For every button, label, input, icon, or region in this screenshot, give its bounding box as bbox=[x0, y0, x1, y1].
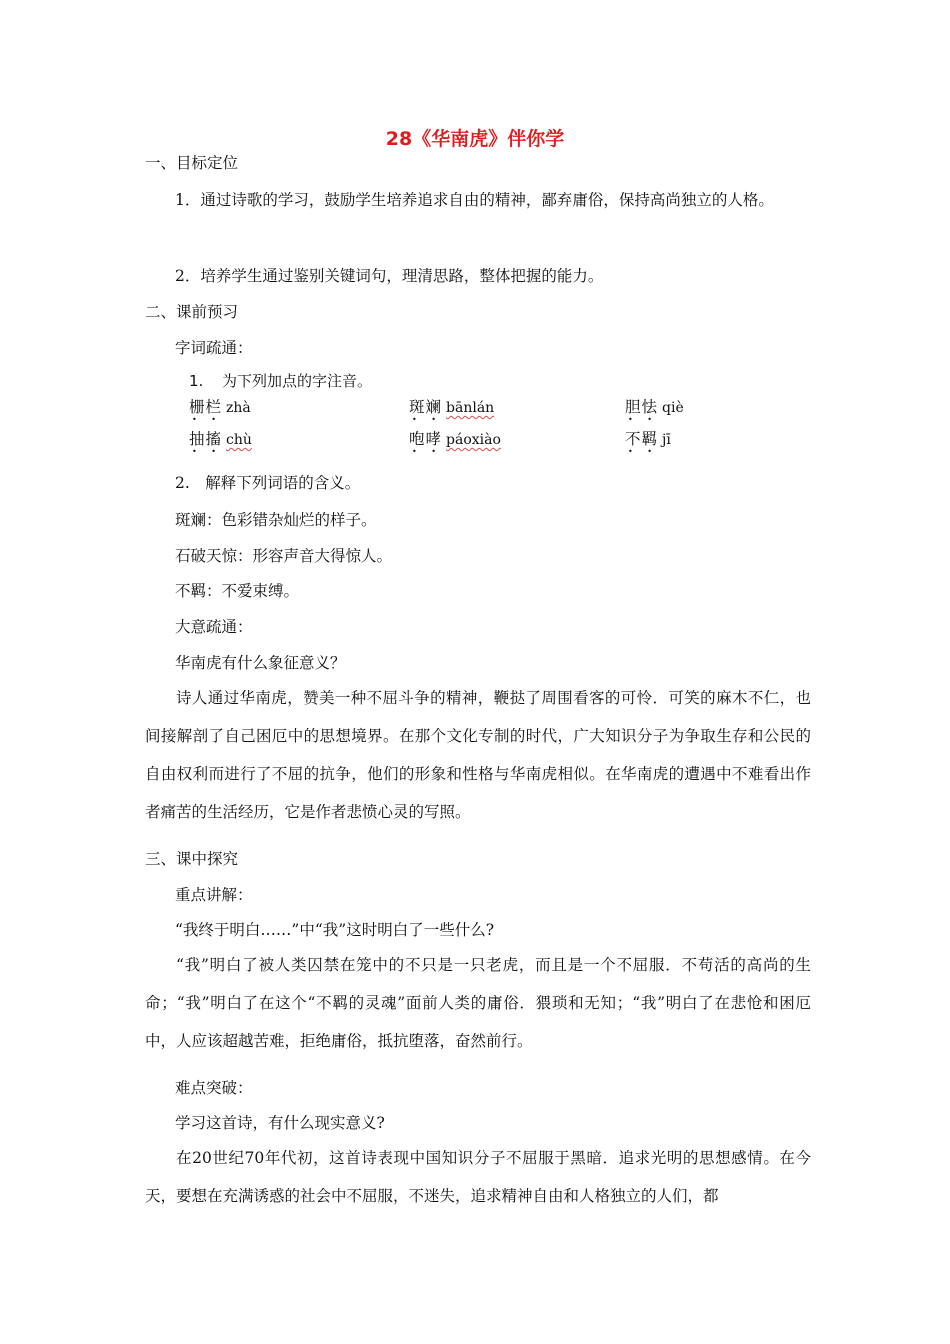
vocab-pinyin: bānlán bbox=[446, 400, 495, 416]
vocab-word: 斑斓 • • bbox=[409, 398, 442, 416]
vocab-word: 不羁 • • bbox=[625, 430, 658, 448]
vocab-word: 胆怯 • • bbox=[625, 398, 658, 416]
vocab-item bbox=[409, 427, 501, 449]
goal-item-1: 1．通过诗歌的学习，鼓励学生培养追求自由的精神，鄙弃庸俗，保持高尚独立的人格。 bbox=[175, 191, 774, 209]
section-1-heading: 一、目标定位 bbox=[145, 154, 239, 172]
gist-question: 华南虎有什么象征意义？ bbox=[175, 654, 346, 672]
vocab-task-number: 1. bbox=[189, 372, 204, 390]
definition-1: 斑斓：色彩错杂灿烂的样子。 bbox=[175, 511, 377, 529]
gist-subheading: 大意疏通： bbox=[175, 618, 253, 636]
definition-task: 2. 解释下列词语的含义。 bbox=[175, 474, 361, 492]
page-title: 28《华南虎》伴你学 bbox=[385, 128, 565, 150]
key-point-answer: “我”明白了被人类囚禁在笼中的不只是一只老虎，而且是一个不屈服．不苟活的高尚的生命；“我”明白了在这个“不羁的灵魂”面前人类的庸俗．猥琐和无知；“我”明白了在悲怆和困厄中，人应该超越苦难，拒绝庸俗，抵抗堕落，奋然前行。 bbox=[145, 956, 811, 1050]
difficulty-answer: 在20世纪70年代初，这首诗表现中国知识分子不屈服于黑暗．追求光明的思想感情。在今天，要想在充满诱惑的社会中不屈服，不迷失，追求精神自由和人格独立的人们，都 bbox=[145, 1149, 811, 1205]
key-point-question: “我终于明白……”中“我”这时明白了一些什么? bbox=[175, 921, 495, 939]
definition-2: 石破天惊：形容声音大得惊人。 bbox=[175, 547, 393, 565]
vocab-pinyin: jī bbox=[662, 432, 671, 448]
section-3-heading: 三、课中探究 bbox=[145, 850, 239, 868]
vocab-pinyin: páoxiào bbox=[446, 432, 501, 448]
vocab-task-text: 为下列加点的字注音。 bbox=[222, 372, 373, 390]
vocab-task bbox=[189, 370, 372, 391]
difficulty-subheading: 难点突破： bbox=[175, 1079, 253, 1097]
definition-3: 不羁：不爱束缚。 bbox=[175, 582, 300, 600]
vocab-pinyin: chù bbox=[226, 432, 252, 448]
key-point-subheading: 重点讲解： bbox=[175, 886, 253, 904]
vocab-item bbox=[189, 395, 251, 417]
gist-answer: 诗人通过华南虎，赞美一种不屈斗争的精神，鞭挞了周围看客的可怜．可笑的麻木不仁，也间接解剖了自己困厄中的思想境界。在那个文化专制的时代，广大知识分子为争取生存和公民的自由权利而进行了不屈的抗争，他们的形象和性格与华南虎相似。在华南虎的遭遇中不难看出作者痛苦的生活经历，它是作者悲愤心灵的写照。 bbox=[145, 689, 811, 821]
vocab-pinyin: zhà bbox=[226, 400, 251, 416]
vocab-item bbox=[409, 395, 494, 417]
vocab-item bbox=[625, 427, 671, 449]
vocab-word: 咆哮 • • bbox=[409, 430, 442, 448]
vocab-item bbox=[189, 427, 252, 449]
vocab-pinyin: qiè bbox=[662, 400, 684, 416]
goal-item-2: 2．培养学生通过鉴别关键词句，理清思路，整体把握的能力。 bbox=[175, 267, 604, 285]
vocab-word: 栅栏 • • bbox=[189, 398, 222, 416]
vocab-word: 抽搐 • • bbox=[189, 430, 222, 448]
vocab-item bbox=[625, 395, 684, 417]
section-2-heading: 二、课前预习 bbox=[145, 303, 239, 321]
difficulty-question: 学习这首诗，有什么现实意义? bbox=[175, 1114, 385, 1132]
vocab-subheading: 字词疏通： bbox=[175, 339, 253, 357]
